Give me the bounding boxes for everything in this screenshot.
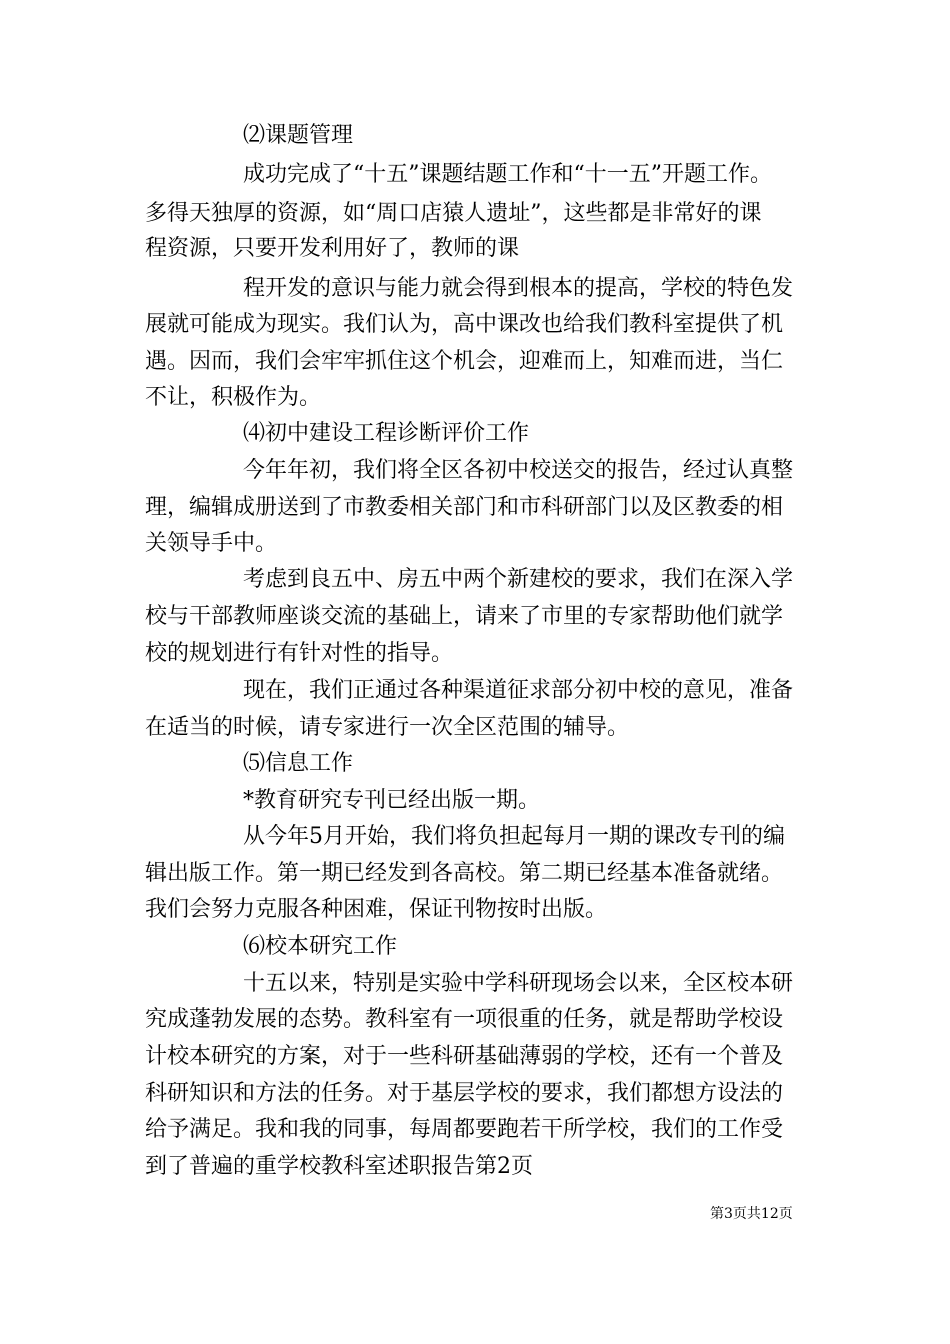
body-line: 成功完成了“十五”课题结题工作和“十一五”开题工作。 [243,162,772,187]
body-line: 展就可能成为现实。我们认为，高中课改也给我们教科室提供了机 [145,312,784,337]
body-line: 多得天独厚的资源，如“周口店猿人遗址”，这些都是非常好的课 [145,201,762,226]
body-line: 计校本研究的方案，对于一些科研基础薄弱的学校，还有一个普及 [145,1044,784,1069]
heading-information-work: ⑸信息工作 [243,751,354,776]
body-line: 我们会努力克服各种困难，保证刊物按时出版。 [145,897,608,922]
heading-school-research: ⑹校本研究工作 [243,934,398,959]
body-line: 科研知识和方法的任务。对于基层学校的要求，我们都想方设法的 [145,1081,784,1106]
body-line: 程资源，只要开发利用好了，教师的课 [145,236,520,261]
body-line: 辑出版工作。第一期已经发到各高校。第二期已经基本准备就绪。 [145,861,784,886]
body-line: 到了普遍的重学校教科室述职报告第2页 [145,1154,533,1179]
body-line: 不让，积极作为。 [145,385,322,410]
body-line: 今年年初，我们将全区各初中校送交的报告，经过认真整 [243,458,794,483]
body-line: 校与干部教师座谈交流的基础上，请来了市里的专家帮助他们就学 [145,604,784,629]
body-line: 遇。因而，我们会牢牢抓住这个机会，迎难而上，知难而进，当仁 [145,349,784,374]
body-line: 究成蓬勃发展的态势。教科室有一项很重的任务，就是帮助学校设 [145,1007,784,1032]
body-line: 校的规划进行有针对性的指导。 [145,641,454,666]
heading-junior-evaluation: ⑷初中建设工程诊断评价工作 [243,421,530,446]
body-line: 从今年5月开始，我们将负担起每月一期的课改专刊的编 [243,824,785,849]
body-line: 给予满足。我和我的同事，每周都要跑若干所学校，我们的工作受 [145,1117,784,1142]
body-line: 理，编辑成册送到了市教委相关部门和市科研部门以及区教委的相 [145,495,784,520]
body-line: *教育研究专刊已经出版一期。 [243,788,541,813]
page-number-footer: 第3页共12页 [710,1206,793,1222]
body-line: 程开发的意识与能力就会得到根本的提高，学校的特色发 [243,276,794,301]
body-line: 关领导手中。 [145,531,278,556]
body-line: 现在，我们正通过各种渠道征求部分初中校的意见，准备 [243,678,794,703]
body-line: 考虑到良五中、房五中两个新建校的要求，我们在深入学 [243,567,794,592]
body-line: 十五以来，特别是实验中学科研现场会以来，全区校本研 [243,971,794,996]
heading-topic-management: ⑵课题管理 [243,123,354,148]
body-line: 在适当的时候，请专家进行一次全区范围的辅导。 [145,715,630,740]
